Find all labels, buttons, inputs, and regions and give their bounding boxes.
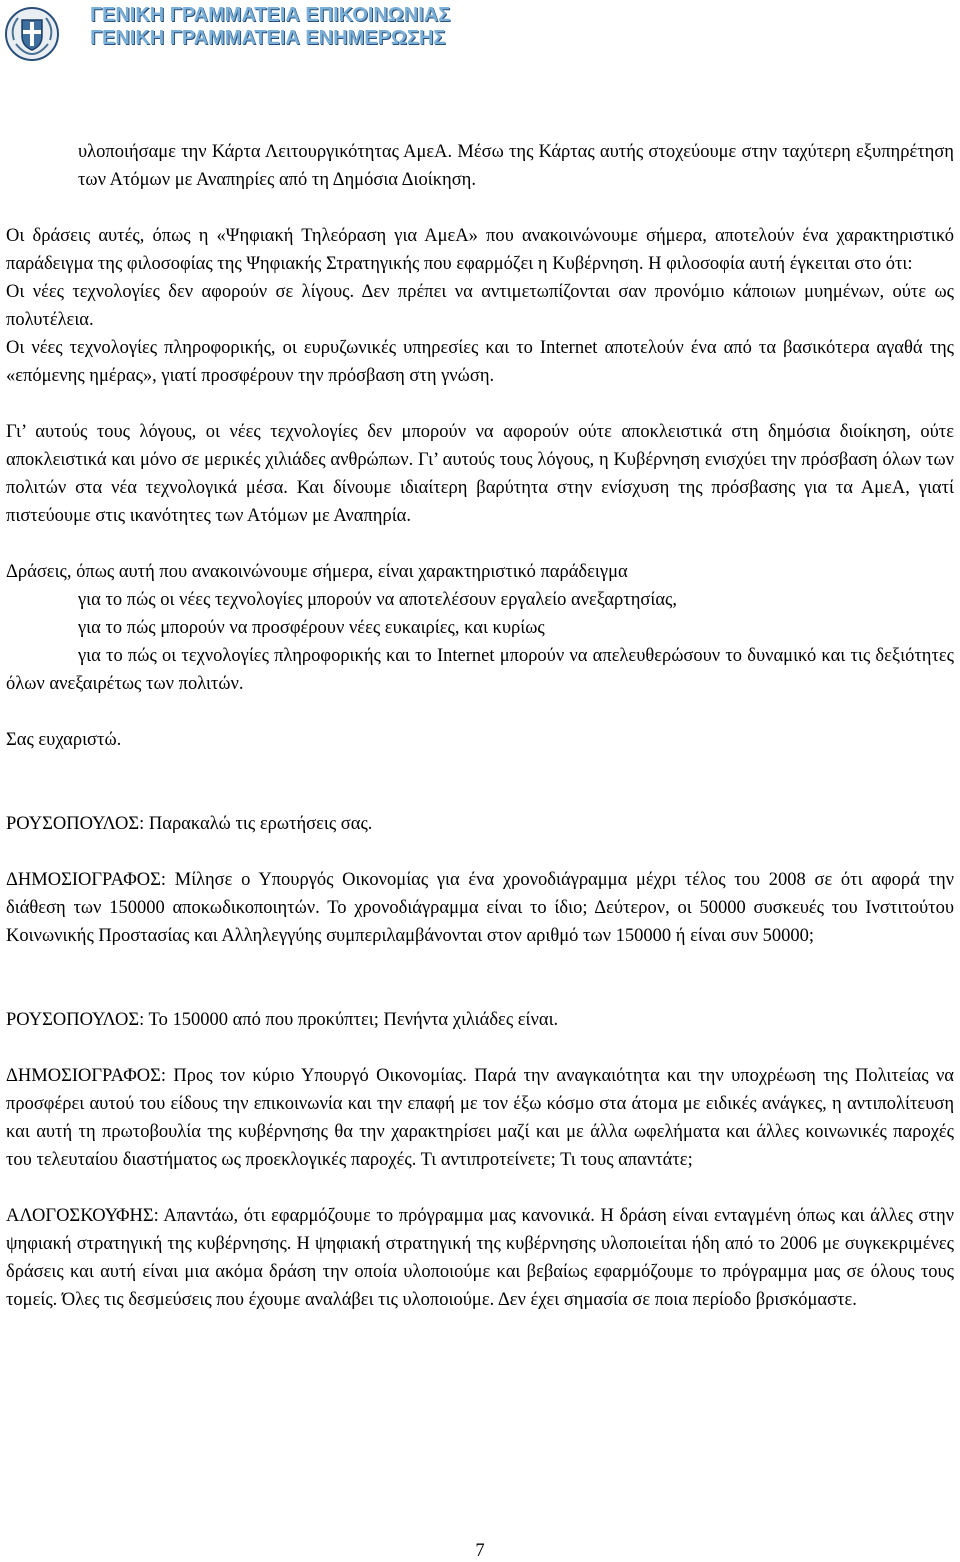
header-title-communication: ΓΕΝΙΚΗ ΓΡΑΜΜΑΤΕΙΑ ΕΠΙΚΟΙΝΩΝΙΑΣ (90, 4, 451, 26)
paragraph-actions-intro: Δράσεις, όπως αυτή που ανακοινώνουμε σήμερα, είναι χαρακτηριστικό παράδειγμα (6, 562, 628, 582)
header-title-information: ΓΕΝΙΚΗ ΓΡΑΜΜΑΤΕΙΑ ΕΝΗΜΕΡΩΣΗΣ (90, 27, 446, 49)
page-number: 7 (475, 1541, 485, 1561)
paragraph-alogoskoufis-answer: ΑΛΟΓΟΣΚΟΥΦΗΣ: Απαντάω, ότι εφαρμόζουμε το πρόγραμμα μας κανονικά. Η δράση είναι ενταγμένη όπως και άλλες στην ψηφιακή στρατηγική της κυβέρνησης. Η ψηφιακή στρατηγική της κυβέρνησης υλοποιείται ήδη από το 2006 με συγκεκριμένες δράσεις και αυτή είναι μια ακόμα δράση την οποία υλοποιούμε και βεβαίως εφαρμόζουμε το πρόγραμμα μας σε όλους τους τομείς. Όλες τις δεσμεύσεις που έχουμε αναλάβει τις υλοποιούμε. Δεν έχει σημασία σε ποια περίοδο βρισκόμαστε. (6, 1206, 954, 1310)
paragraph-answer-150000: ΡΟΥΣΟΠΟΥΛΟΣ: Το 150000 από που προκύπτει; Πενήντα χιλιάδες είναι. (6, 1010, 559, 1030)
paragraph-thanks: Σας ευχαριστώ. (6, 730, 122, 750)
paragraph-reasons: Γι’ αυτούς τους λόγους, οι νέες τεχνολογίες δεν μπορούν να αφορούν ούτε αποκλειστικά στη δημόσια διοίκηση, ούτε αποκλειστικά και μόνο σε μερικές χιλιάδες ανθρώπων. Γι’ αυτούς τους λόγους, η Κυβέρνηση ενισχύει την πρόσβαση όλων των πολιτών στα νέα τεχνολογικά μέσα. Και δίνουμε ιδιαίτερη βαρύτητα στην ενίσχυση της πρόσβασης για τα ΑμεΑ, γιατί πιστεύουμε στις ικανότητες των Ατόμων με Αναπηρία. (6, 422, 954, 526)
paragraph-questions: ΡΟΥΣΟΠΟΥΛΟΣ: Παρακαλώ τις ερωτήσεις σας. (6, 814, 373, 834)
paragraph-internet: Οι νέες τεχνολογίες πληροφορικής, οι ευρυζωνικές υπηρεσίες και το Internet αποτελούν ένα από τα βασικότερα αγαθά της «επόμενης ημέρας», γιατί προσφέρουν την πρόσβαση στη γνώση. (6, 338, 954, 386)
paragraph-journalist-question-1: ΔΗΜΟΣΙΟΓΡΑΦΟΣ: Μίλησε ο Υπουργός Οικονομίας για ένα χρονοδιάγραμμα μέχρι τέλος του 2008 σε ότι αφορά την διάθεση των 150000 αποκωδικοποιητών. Το χρονοδιάγραμμα είναι το ίδιο; Δεύτερον, οι 50000 συσκευές του Ινστιτούτου Κοινωνικής Προστασίας και Αλληλεγγύης συμπεριλαμβάνονται στον αριθμό των 150000 ή είναι συν 50000; (6, 870, 954, 946)
paragraph-actions-liberate: για το πώς οι τεχνολογίες πληροφορικής και το Internet μπορούν να απελευθερώσουν το δυναμικό και τις δεξιότητες όλων ανεξαιρέτως των πολιτών. (6, 646, 954, 694)
paragraph-card: υλοποιήσαμε την Κάρτα Λειτουργικότητας ΑμεΑ. Μέσω της Κάρτας αυτής στοχεύουμε στην ταχύτερη εξυπηρέτηση των Ατόμων με Αναπηρίες από τη Δημόσια Διοίκηση. (78, 142, 954, 190)
greek-coat-of-arms-icon (4, 6, 60, 62)
paragraph-digital-tv: Οι δράσεις αυτές, όπως η «Ψηφιακή Τηλεόραση για ΑμεΑ» που ανακοινώνουμε σήμερα, αποτελούν ένα χαρακτηριστικό παράδειγμα της φιλοσοφίας της Ψηφιακής Στρατηγικής που εφαρμόζει η Κυβέρνηση. Η φιλοσοφία αυτή έγκειται στο ότι: (6, 226, 954, 274)
document-body (6, 138, 954, 1314)
page-header (0, 0, 960, 70)
paragraph-actions-opportunities: για το πώς μπορούν να προσφέρουν νέες ευκαιρίες, και κυρίως (78, 618, 545, 638)
paragraph-actions-independence: για το πώς οι νέες τεχνολογίες μπορούν να αποτελέσουν εργαλείο ανεξαρτησίας, (78, 590, 677, 610)
paragraph-journalist-question-2: ΔΗΜΟΣΙΟΓΡΑΦΟΣ: Προς τον κύριο Υπουργό Οικονομίας. Παρά την αναγκαιότητα και την υποχρέωση της Πολιτείας να προσφέρει αυτού του είδους την επικοινωνία και την επαφή με τον έξω κόσμο στα άτομα με ειδικές ανάγκες, η αντιπολίτευση και αυτή τη πρωτοβουλία της κυβέρνησης θα την χαρακτηρίσει μαζί και με άλλα ωφελήματα και άλλες κοινωνικές παροχές του τελευταίου διαστήματος ως προεκλογικές παροχές. Τι αντιπροτείνετε; Τι τους απαντάτε; (6, 1066, 954, 1170)
paragraph-few-people: Οι νέες τεχνολογίες δεν αφορούν σε λίγους. Δεν πρέπει να αντιμετωπίζονται σαν προνόμιο κάποιων μυημένων, ούτε ως πολυτέλεια. (6, 282, 954, 330)
